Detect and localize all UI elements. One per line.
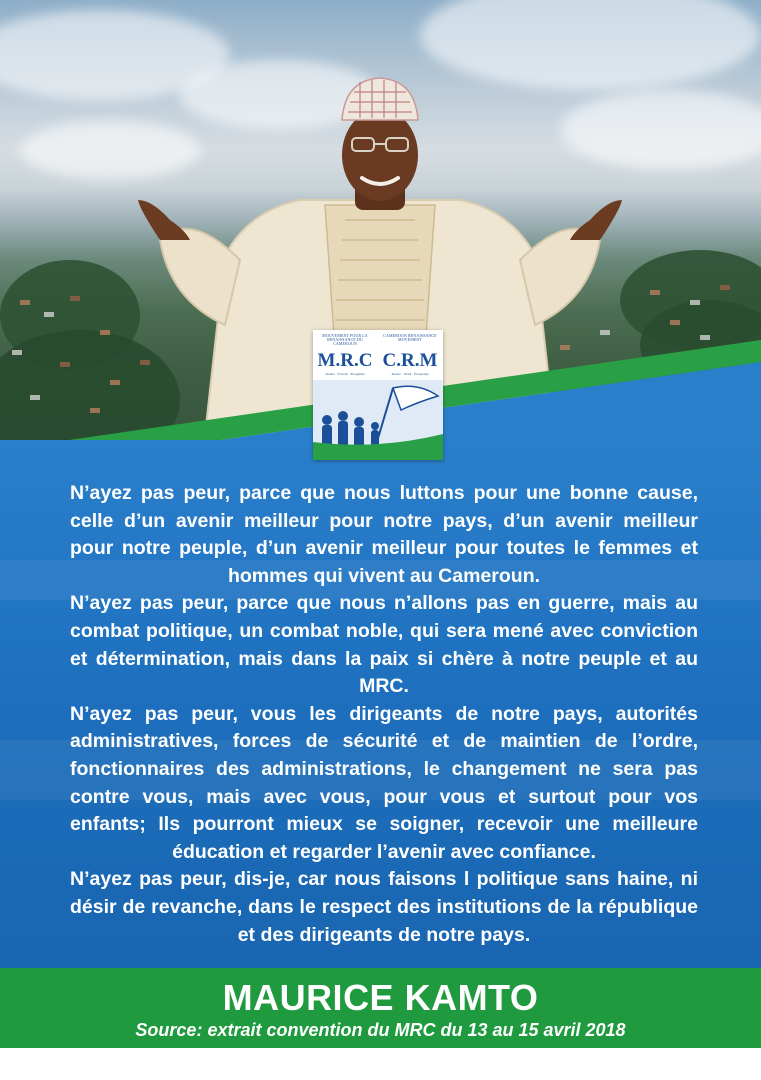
left-hand: [138, 200, 190, 240]
roof: [720, 285, 730, 290]
source-citation: Source: extrait convention du MRC du 13 au 15 avril 2018: [135, 1020, 626, 1040]
bottom-strip: [0, 1048, 761, 1080]
quote-paragraph: N’ayez pas peur, dis-je, car nous faisons l politique sans haine, ni désir de revanche, dans le respect des institutions de la république et des dirigeants de notre pays.: [70, 868, 698, 946]
author-name: MAURICE KAMTO: [222, 977, 539, 1018]
quote-text: [70, 480, 698, 949]
logo-left-small-text: MOUVEMENT POUR LA RENAISSANCE DU CAMEROUN: [322, 333, 368, 346]
logo-right-sub-text: Justice · Work · Prosperity: [391, 372, 429, 376]
logo-crowd-flag-icon: [313, 380, 443, 460]
quote-paragraph: N’ayez pas peur, vous les dirigeants de notre pays, autorités administratives, forces de sécurité et de maintien de l’ordre, fonctionnaires des administrations, le changement ne sera pas contre vous, mais avec vous, pour vous et surtout pour vos enfants; Ils pourront mieux se soigner, recevoir une meilleure éducation et regarder l’avenir avec confiance.: [70, 702, 698, 863]
logo-left-sub-text: Justice · Travail · Prospérité: [325, 372, 365, 376]
logo-left-big-text: M.R.C: [317, 350, 373, 371]
face: [342, 109, 418, 201]
cap: [342, 78, 418, 120]
quote-paragraph: N’ayez pas peur, parce que nous luttons pour une bonne cause, celle d’un avenir meilleur pour notre pays, d’un avenir meilleur pour notre peuple, d’un avenir meilleur pour toutes le femmes et hommes qui vivent au Cameroun.: [70, 482, 698, 587]
roof: [650, 290, 660, 295]
logo-right-big-text: C.R.M: [382, 350, 438, 371]
right-hand: [570, 200, 622, 240]
quote-paragraph: N’ayez pas peur, parce que nous n’allons pas en guerre, mais au combat politique, un combat noble, qui sera mené avec conviction et détermination, mais dans la paix si chère à notre peuple et au MRC.: [70, 592, 698, 698]
logo-right-small-text: CAMEROON RENAISSANCE MOVEMENT: [383, 333, 437, 342]
mrc-crm-logo: [313, 330, 443, 460]
